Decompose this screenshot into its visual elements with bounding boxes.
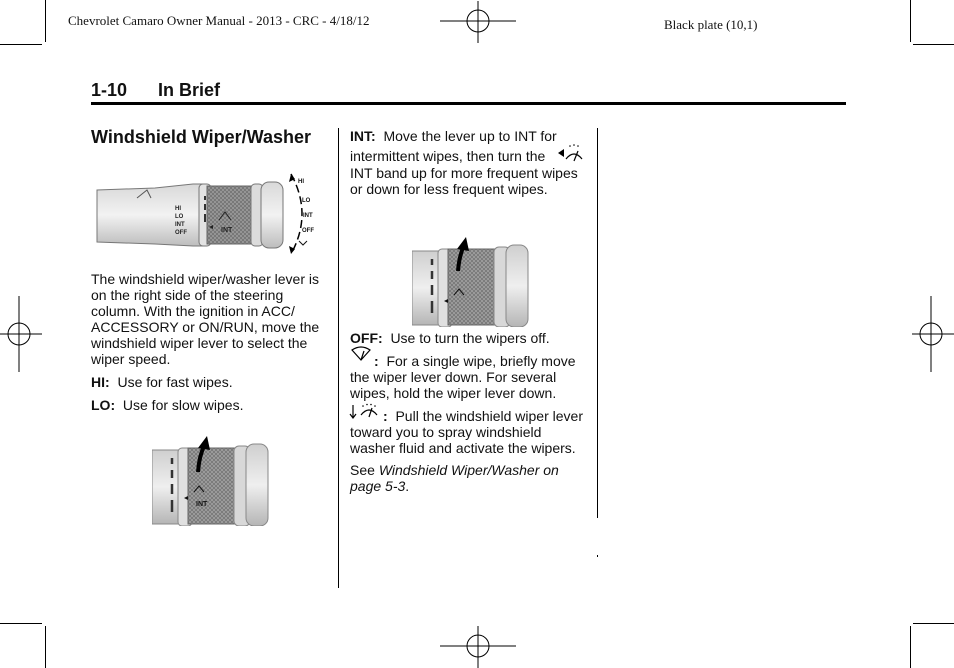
wiper-dial-up-illustration xyxy=(152,434,270,526)
int-line-2 xyxy=(350,148,590,164)
cross-reference xyxy=(350,462,590,494)
crop-mark xyxy=(913,623,954,624)
lever-label-lo: LO xyxy=(175,214,184,220)
lever-label-hi: HI xyxy=(175,206,181,212)
crop-mark xyxy=(45,0,46,42)
hi-text: Use for fast wipes. xyxy=(117,374,233,390)
mist-label: : xyxy=(374,353,379,369)
off-text: Use to turn the wipers off. xyxy=(390,330,550,346)
column-divider xyxy=(338,128,339,588)
stray-dot xyxy=(597,555,598,557)
section-title: In Brief xyxy=(158,80,221,100)
int-text-a: Move the lever up to INT for xyxy=(383,128,557,144)
column-divider xyxy=(597,128,598,518)
wiper-lever-illustration xyxy=(95,168,325,260)
crop-mark xyxy=(910,626,911,668)
int-line-1 xyxy=(350,128,590,144)
crop-mark xyxy=(0,623,42,624)
lo-label: LO: xyxy=(91,397,116,413)
hi-label: HI: xyxy=(91,374,110,390)
intermittent-wiper-icon xyxy=(556,143,584,163)
dial-label-int: INT xyxy=(221,227,233,234)
see-suffix: . xyxy=(405,478,410,494)
int-text-c: INT band up for more frequent wipes or down for less frequent wipes. xyxy=(350,165,578,197)
see-prefix: See xyxy=(350,462,379,478)
wash-label: : xyxy=(383,408,388,424)
running-header-right: Black plate (10,1) xyxy=(664,17,758,32)
registration-mark-bottom xyxy=(440,626,516,668)
int-text-b: intermittent wipes, then turn the xyxy=(350,148,546,164)
off-label: OFF: xyxy=(350,330,383,346)
see-link[interactable]: Windshield Wiper/Washer on page 5-3 xyxy=(350,462,559,494)
wash-description xyxy=(350,408,590,456)
registration-mark-right xyxy=(912,296,954,372)
wiper-dial-int-illustration xyxy=(412,237,530,327)
intro-paragraph: The windshield wiper/washer lever is on the right side of the steering column. With the ignition in ACC/ ACCESSORY or ON/RUN, move the windshield wiper lever to select the wiper speed. xyxy=(91,271,320,367)
crop-mark xyxy=(45,626,46,668)
wash-text: Pull the windshield wiper lever toward you to spray windshield washer fluid and activate the wipers. xyxy=(350,408,583,456)
lever-label-int: INT xyxy=(175,222,185,228)
crop-mark xyxy=(913,44,954,45)
mist-description xyxy=(350,353,590,401)
registration-mark-top xyxy=(440,1,516,43)
position-label-off: OFF xyxy=(302,228,314,234)
int-label: INT: xyxy=(350,128,376,144)
position-label-lo: LO xyxy=(302,198,311,204)
section-number: 1-10 xyxy=(91,80,128,100)
page-heading: Windshield Wiper/Washer xyxy=(91,127,312,147)
mist-text: For a single wipe, briefly move the wiper lever down. For several wipes, hold the wiper lever down. xyxy=(350,353,576,401)
lo-text: Use for slow wipes. xyxy=(122,397,244,413)
position-label-hi: HI xyxy=(298,179,304,185)
dial-int-label: INT xyxy=(196,501,208,508)
running-header-left: Chevrolet Camaro Owner Manual - 2013 - CRC - 4/18/12 xyxy=(68,13,370,28)
lever-label-off: OFF xyxy=(175,230,187,236)
crop-mark xyxy=(910,0,911,42)
section-rule xyxy=(91,102,846,105)
off-description xyxy=(350,330,590,346)
crop-mark xyxy=(0,44,42,45)
int-line-3 xyxy=(350,165,580,197)
lo-description xyxy=(91,397,331,413)
hi-description xyxy=(91,374,331,390)
position-label-int: INT xyxy=(303,213,313,219)
registration-mark-left xyxy=(0,296,42,372)
